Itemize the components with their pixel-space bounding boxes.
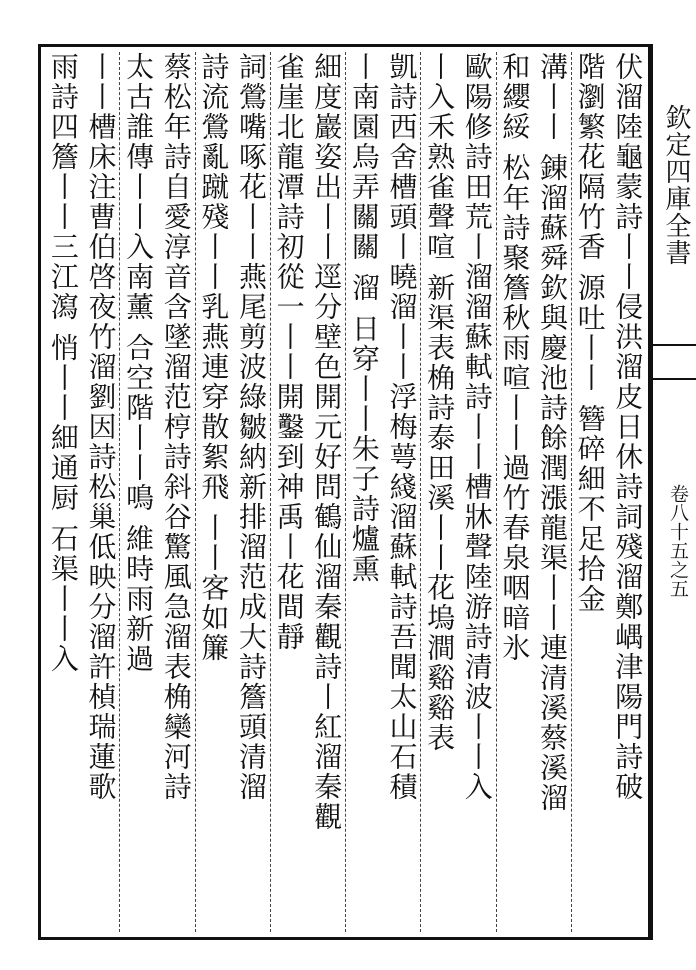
- text-column: [460, 52, 494, 932]
- text-column: [83, 52, 117, 932]
- text-column: [384, 52, 418, 932]
- text-column: [309, 52, 343, 932]
- column-text: 雀崖北龍潭詩初從一丨丨開鑿到神禹丨花間靜: [272, 52, 306, 652]
- column-divider: [270, 52, 271, 932]
- text-columns: [44, 52, 646, 932]
- column-text: 階瀏繁花隔竹香 源吐丨丨 簪碎細不足拾金: [573, 52, 607, 614]
- column-text: 雨詩四簷丨丨三江瀉 悄丨丨細通厨 石渠丨丨入: [46, 52, 80, 674]
- column-text: 蔡松年詩自愛淳音含墜溜范梈詩斜谷驚風急溜表桷欒河詩: [159, 52, 193, 802]
- column-divider: [420, 52, 421, 932]
- text-column: [535, 52, 569, 932]
- column-text: 溝丨丨 錬溜蘇舜欽與慶池詩餘潤漲龍渠丨丨連清溪蔡溪溜: [535, 52, 569, 813]
- text-column: [159, 52, 193, 932]
- column-text: 丨丨槽床注曹伯啓夜竹溜劉因詩松巢低映分溜許楨瑞蓮歌: [84, 52, 118, 802]
- text-column: [121, 52, 155, 932]
- column-text: 歐陽修詩田荒丨溜溜蘇軾詩丨丨槽牀聲陸游詩清波丨丨入: [460, 52, 494, 802]
- text-column: [497, 52, 531, 932]
- column-text: 丨南園烏弄關關 溜 日穿丨丨朱子詩爐熏: [347, 52, 381, 584]
- book-title: 欽定四庫全書: [661, 104, 691, 266]
- column-text: 丨入禾熟雀聲喧 新渠表桷詩泰田溪丨丨花塢澗谿谿表: [423, 52, 457, 753]
- text-column: [422, 52, 456, 932]
- text-column: [573, 52, 607, 932]
- column-divider: [571, 52, 572, 932]
- column-text: 凱詩西舍槽頭丨曉溜丨丨浮梅萼綫溜蘇軾詩吾聞太山石積: [385, 52, 419, 802]
- column-divider: [195, 52, 196, 932]
- column-divider: [345, 52, 346, 932]
- column-divider: [119, 52, 120, 932]
- column-divider: [496, 52, 497, 932]
- column-text: 詞鶯嘴啄花丨丨燕尾剪波綠皺納新排溜范成大詩簷頭清溜: [234, 52, 268, 802]
- column-text: 細度巖姿出丨丨逕分壁色開元好問鶴仙溜秦觀詩丨紅溜秦觀: [310, 52, 344, 832]
- volume-label: 卷八十五之五: [667, 484, 689, 598]
- text-column: [610, 52, 644, 932]
- column-text: 太古誰傳丨丨入南薰 合空階丨丨鳴 維時雨新過: [122, 52, 156, 674]
- text-column: [272, 52, 306, 932]
- text-column: [46, 52, 80, 932]
- column-text: 和纓綏 松年詩聚簷秋雨喧丨丨過竹春泉咽暗氷: [498, 52, 532, 663]
- fold-mark: [653, 344, 696, 380]
- column-text: 詩流鶯亂蹴殘丨丨乳燕連穿散絮飛 丨丨客如簾: [197, 52, 231, 663]
- column-text: 伏溜陸龜蒙詩丨丨侵洪溜皮日休詩詞殘溜鄭嵎津陽門詩破: [611, 52, 645, 802]
- text-column: [196, 52, 230, 932]
- text-column: [347, 52, 381, 932]
- text-column: [234, 52, 268, 932]
- margin-gutter: [651, 44, 696, 940]
